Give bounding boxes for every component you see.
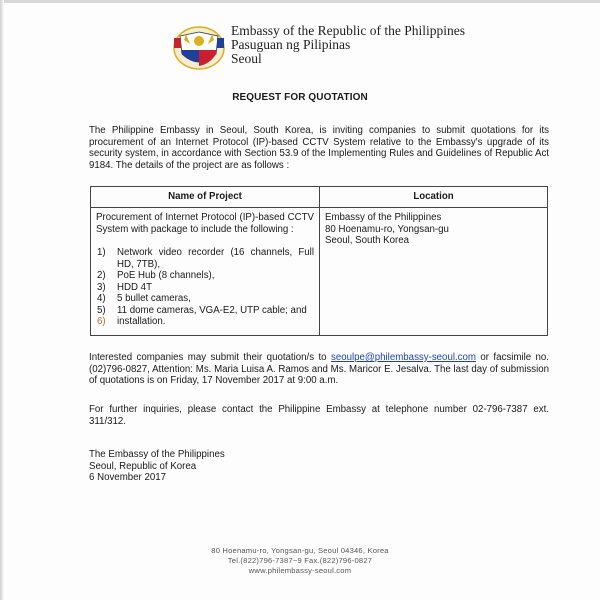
project-table (90, 186, 548, 336)
letterhead-city: Seoul (231, 51, 262, 66)
submission-text-before: Interested companies may submit their quotation/s to (89, 352, 331, 363)
item-number: 2) (97, 270, 106, 281)
signature-block (89, 449, 225, 484)
philippine-seal-icon (172, 24, 226, 70)
item-number: 4) (97, 293, 106, 304)
project-cell (91, 208, 320, 336)
list-item (96, 270, 314, 282)
item-text: Network video recorder (16 channels, Full HD, 7TB), (117, 247, 314, 270)
letterhead-embassy-name: Embassy of the Republic of the Philippines (231, 23, 465, 38)
location-cell (320, 208, 548, 336)
letterhead (231, 24, 465, 66)
document-title: REQUEST FOR QUOTATION (232, 92, 368, 103)
list-item (96, 305, 314, 317)
item-number: 6) (97, 316, 106, 327)
inquiries-paragraph: For further inquiries, please contact the Philippine Embassy at telephone number 02-796-7387 ext. 311/312. (89, 404, 549, 427)
signature-line: Seoul, Republic of Korea (89, 460, 197, 472)
email-link[interactable]: seoulpe@philembassy-seoul.com (330, 352, 476, 363)
scan-edge-top (0, 0, 600, 3)
item-number: 5) (97, 304, 106, 316)
location-line: Embassy of the Philippines (325, 212, 442, 223)
footer-contact: Tel.(822)796-7387~9 Fax.(822)796-0827 (227, 555, 373, 565)
table-row (91, 208, 548, 336)
list-item (96, 282, 314, 294)
project-description: Procurement of Internet Protocol (IP)-based CCTV System with package to include the following : (96, 212, 314, 235)
submission-paragraph (89, 352, 549, 387)
list-item (96, 316, 314, 328)
footer-address: 80 Hoenamu-ro, Yongsan-gu, Seoul 04346, Korea (211, 546, 389, 555)
item-text: 5 bullet cameras, (117, 293, 191, 304)
intro-paragraph: The Philippine Embassy in Seoul, South Korea, is inviting companies to submit quotations for its procurement of an Internet Protocol (IP)-based CCTV System relative to the Embassy's upgrade of its security system, in accordance with Section 53.9 of the Implementing Rules and Guidelines of Republic Act 9184. The details of the project are as follows : (89, 125, 549, 171)
list-item (96, 293, 314, 305)
location-line: 80 Hoenamu-ro, Yongsan-gu (325, 223, 449, 235)
item-text: PoE Hub (8 channels), (117, 270, 215, 281)
item-text: installation. (117, 316, 166, 327)
submission-text-after: or facsimile no. (02)796-0827, Attention: Ms. Maria Luisa A. Ramos and Ms. Maricor E. Jesalva. The last day of submission of quotations is on Friday, 17 November 2017 at 9:00 a.m. (89, 352, 549, 387)
footer (0, 546, 600, 575)
item-number: 3) (97, 281, 106, 293)
location-line: Seoul, South Korea (325, 235, 410, 246)
signature-line: The Embassy of the Philippines (89, 449, 225, 460)
letterhead-filipino-name: Pasuguan ng Pilipinas (231, 37, 351, 52)
signature-date: 6 November 2017 (89, 472, 167, 484)
item-text: HDD 4T (117, 281, 152, 293)
header-name-of-project: Name of Project (91, 187, 320, 208)
item-number: 1) (97, 247, 106, 258)
project-items-list (96, 247, 314, 328)
item-text: 11 dome cameras, VGA-E2, UTP cable; and (117, 304, 307, 316)
table-header-row (91, 187, 548, 208)
header-location: Location (320, 187, 548, 208)
list-item (96, 247, 314, 270)
footer-website: www.philembassy-seoul.com (248, 565, 352, 575)
scan-edge-left (0, 0, 4, 600)
